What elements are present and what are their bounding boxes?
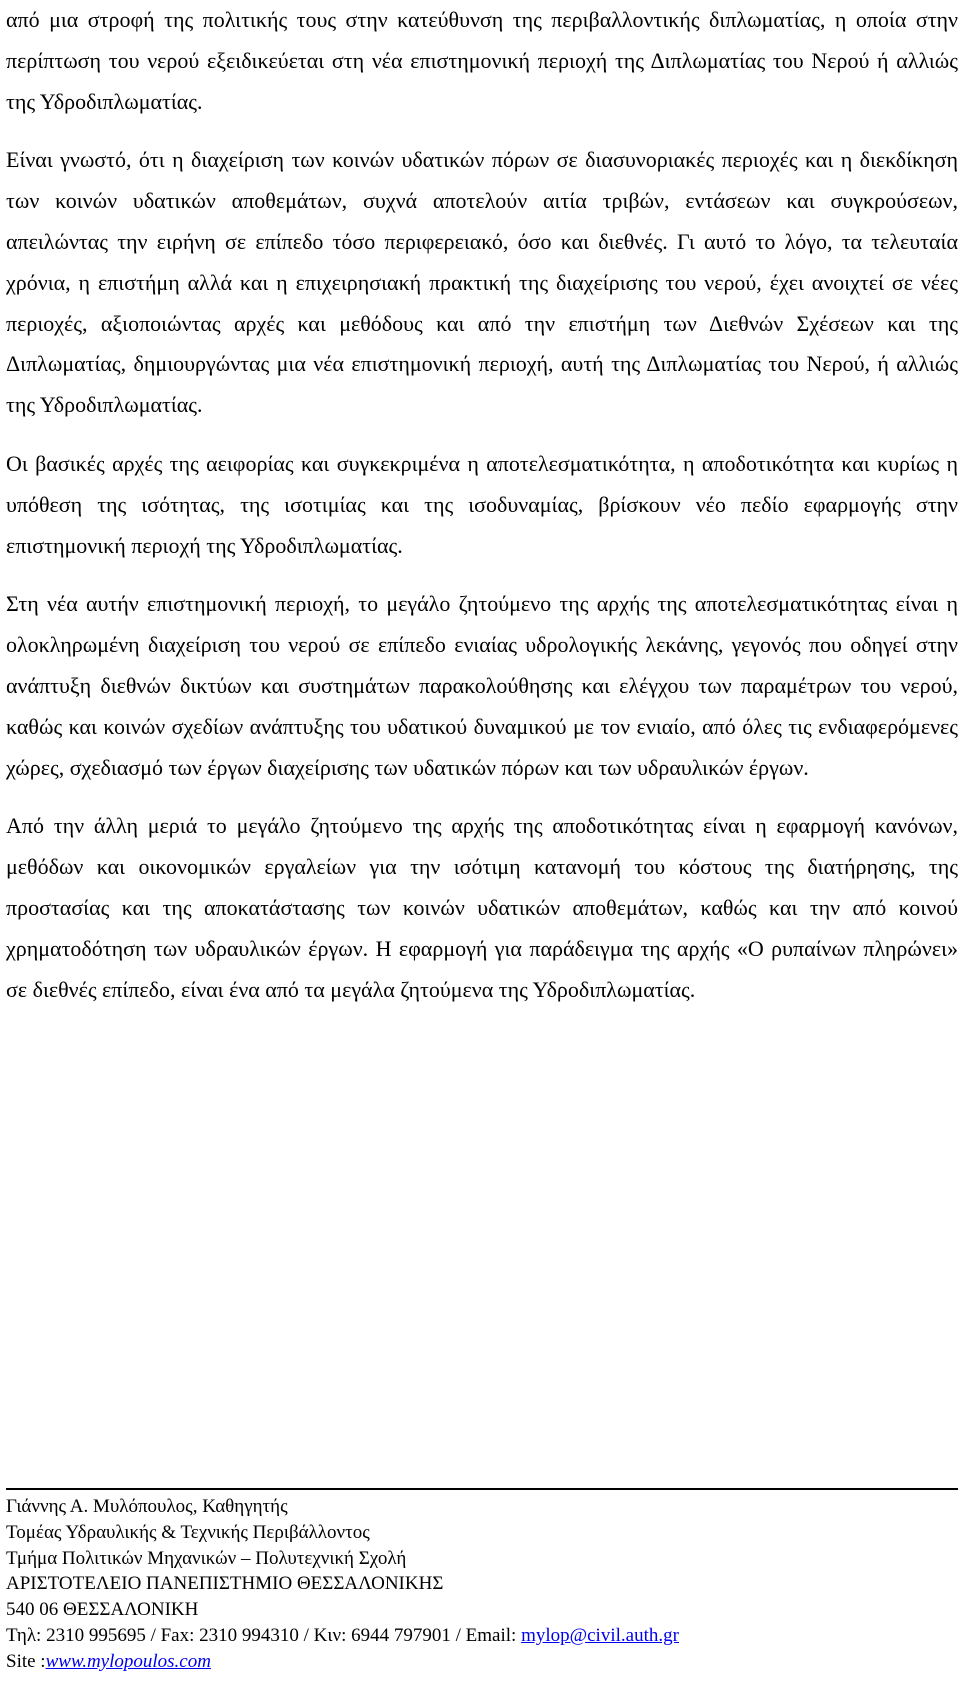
paragraph-4: Στη νέα αυτήν επιστημονική περιοχή, το μεγάλο ζητούμενο της αρχής της αποτελεσματικότητας είναι η ολοκληρωμένη διαχείριση του νερού σε επίπεδο ενιαίας υδρολογικής λεκάνης, γεγονός που οδηγεί στην ανάπτυξη διεθνών δικτύων και συστημάτων παρακολούθησης και ελέγχου των παραμέτρων του νερού, καθώς και κοινών σχεδίων ανάπτυξης του υδατικού δυναμικού με τον ενιαίο, από όλες τις ενδιαφερόμενες χώρες, σχεδιασμό των έργων διαχείρισης των υδατικών πόρων και των υδραυλικών έργων. (6, 591, 958, 780)
footer-contact (6, 1623, 958, 1649)
footer-site-label: Site : (6, 1650, 46, 1672)
footer-postal: 540 06 ΘΕΣΣΑΛΟΝΙΚΗ (6, 1599, 199, 1621)
paragraph-5: Από την άλλη μεριά το μεγάλο ζητούμενο της αρχής της αποδοτικότητας είναι η εφαρμογή κανόνων, μεθόδων και οικονομικών εργαλείων για την ισότιμη κατανομή του κόστους της διατήρησης, της προστασίας και της αποκατάστασης των κοινών υδατικών αποθεμάτων, καθώς και την από κοινού χρηματοδότηση των υδραυλικών έργων. Η εφαρμογή για παράδειγμα της αρχής «Ο ρυπαίνων πληρώνει» σε διεθνές επίπεδο, είναι ένα από τα μεγάλα ζητούμενα της Υδροδιπλωματίας. (6, 813, 958, 1002)
footer-department: Τομέας Υδραυλικής & Τεχνικής Περιβάλλοντος (6, 1521, 370, 1543)
footer-university: ΑΡΙΣΤΟΤΕΛΕΙΟ ΠΑΝΕΠΙΣΤΗΜΙΟ ΘΕΣΣΑΛΟΝΙΚΗΣ (6, 1573, 444, 1595)
footer-school: Τμήμα Πολιτικών Μηχανικών – Πολυτεχνική Σχολή (6, 1547, 407, 1569)
body-text (6, 0, 958, 1028)
email-link[interactable]: mylop@civil.auth.gr (521, 1624, 679, 1646)
website-link[interactable]: www.mylopoulos.com (45, 1650, 211, 1672)
paragraph-2: Είναι γνωστό, ότι η διαχείριση των κοινών υδατικών πόρων σε διασυνοριακές περιοχές και η διεκδίκηση των κοινών υδατικών αποθεμάτων, συχνά αποτελούν αιτία τριβών, εντάσεων και συγκρούσεων, απειλώντας την ειρήνη σε επίπεδο τόσο περιφερειακό, όσο και διεθνές. Γι αυτό το λόγο, τα τελευταία χρόνια, η επιστήμη αλλά και η επιχειρησιακή πρακτική της διαχείρισης του νερού, έχει ανοιχτεί σε νέες περιοχές, αξιοποιώντας αρχές και μεθόδους και από την επιστήμη των Διεθνών Σχέσεων και της Διπλωματίας, δημιουργώντας μια νέα επιστημονική περιοχή, αυτή της Διπλωματίας του Νερού, ή αλλιώς της Υδροδιπλωματίας. (6, 147, 958, 418)
page-footer (6, 1488, 958, 1675)
footer-author: Γιάννης Α. Μυλόπουλος, Καθηγητής (6, 1496, 288, 1517)
paragraph-1: από μια στροφή της πολιτικής τους στην κατεύθυνση της περιβαλλοντικής διπλωματίας, η οποία στην περίπτωση του νερού εξειδικεύεται στη νέα επιστημονική περιοχή της Διπλωματίας του Νερού ή αλλιώς της Υδροδιπλωματίας. (6, 7, 958, 114)
footer-site (6, 1649, 958, 1675)
paragraph-3: Οι βασικές αρχές της αειφορίας και συγκεκριμένα η αποτελεσματικότητα, η αποδοτικότητα και κυρίως η υπόθεση της ισότητας, της ισοτιμίας και της ισοδυναμίας, βρίσκουν νέο πεδίο εφαρμογής στην επιστημονική περιοχή της Υδροδιπλωματίας. (6, 450, 958, 558)
footer-contact-text: Τηλ: 2310 995695 / Fax: 2310 994310 / Κιν: 6944 797901 / Email: (6, 1624, 522, 1646)
